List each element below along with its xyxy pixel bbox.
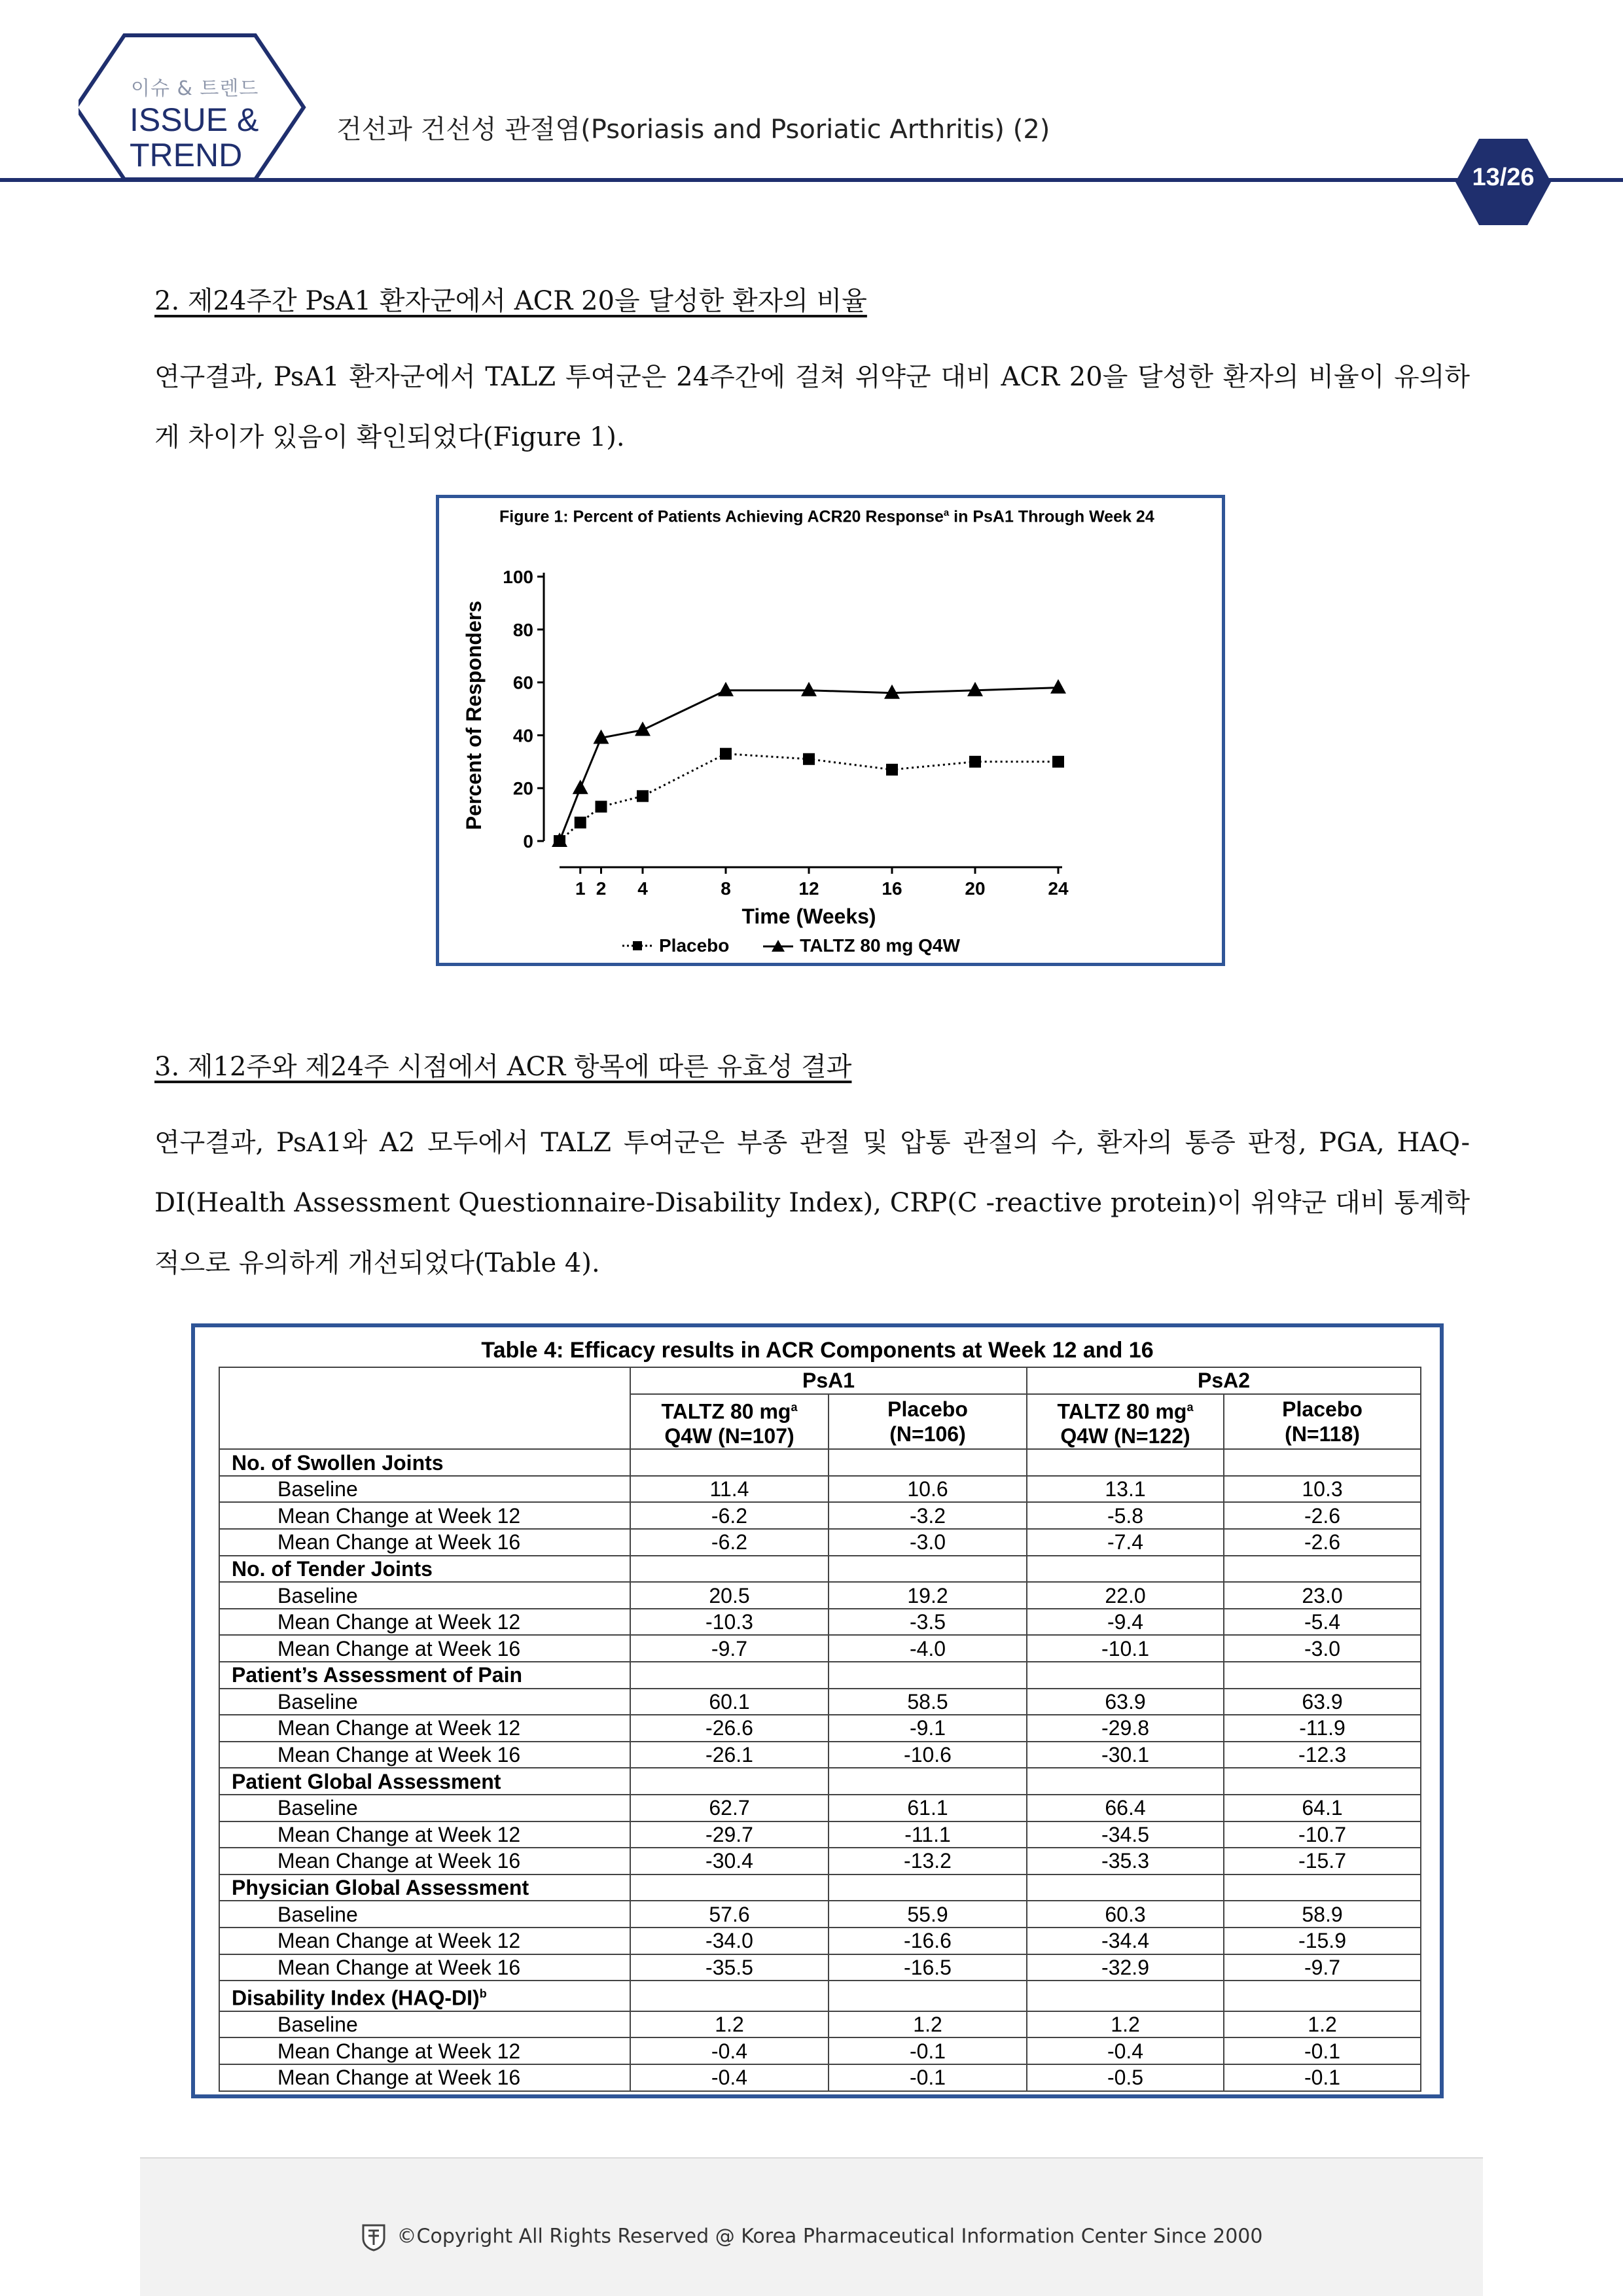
empty-cell — [829, 1768, 1027, 1795]
empty-cell — [1224, 1662, 1421, 1689]
y-tick-label: 100 — [503, 567, 533, 587]
value-cell: -34.0 — [630, 1928, 829, 1954]
row-label: Baseline — [219, 2011, 630, 2038]
badge-subtitle: 이슈 & 트렌드 — [131, 77, 259, 100]
placebo-point — [720, 748, 732, 760]
header-psa1-taltz: TALTZ 80 $mg^a$ Q4W (N=107) — [630, 1394, 829, 1450]
value-cell: -29.7 — [630, 1821, 829, 1848]
value-cell: -10.1 — [1027, 1635, 1224, 1662]
row-label: Mean Change at Week 16 — [219, 1848, 630, 1874]
table-row — [219, 1635, 1421, 1662]
value-cell: -35.3 — [1027, 1848, 1224, 1874]
issue-trend-badge — [79, 31, 314, 183]
taltz-point — [1050, 679, 1066, 694]
empty-cell — [829, 1556, 1027, 1583]
placebo-point — [637, 790, 649, 802]
value-cell: 11.4 — [630, 1476, 829, 1503]
table-row — [219, 1795, 1421, 1821]
value-cell: -9.7 — [630, 1635, 829, 1662]
value-cell: -29.8 — [1027, 1715, 1224, 1742]
row-label: Baseline — [219, 1689, 630, 1715]
value-cell: 13.1 — [1027, 1476, 1224, 1503]
group-label: Physician Global Assessment — [219, 1874, 630, 1901]
section-2-paragraph: 연구결과, PsA1 환자군에서 TALZ 투여군은 24주간에 걸쳐 위약군 대비 ACR 20을 달성한 환자의 비율이 유의하게 차이가 있음이 확인되었다(Figure 1). — [154, 362, 1470, 452]
empty-cell — [1027, 1874, 1224, 1901]
value-cell: -0.4 — [1027, 2037, 1224, 2064]
placebo-point — [969, 756, 981, 768]
row-label: Mean Change at Week 16 — [219, 1742, 630, 1768]
value-cell: 58.9 — [1224, 1901, 1421, 1928]
x-tick-label: 24 — [1048, 878, 1069, 899]
section-2-heading: 2. 제24주간 PsA1 환자군에서 ACR 20을 달성한 환자의 비율 — [154, 286, 867, 316]
value-cell: -10.6 — [829, 1742, 1027, 1768]
table-group-row — [219, 1768, 1421, 1795]
empty-cell — [829, 1662, 1027, 1689]
x-axis-label: Time (Weeks) — [741, 905, 876, 928]
value-cell: 57.6 — [630, 1901, 829, 1928]
empty-cell — [1027, 1768, 1224, 1795]
empty-cell — [829, 1449, 1027, 1476]
empty-cell — [630, 1874, 829, 1901]
value-cell: 10.6 — [829, 1476, 1027, 1503]
header-psa2-taltz: TALTZ 80 $mg^a$ Q4W (N=122) — [1027, 1394, 1224, 1450]
x-tick-label: 8 — [721, 878, 731, 899]
value-cell: -16.6 — [829, 1928, 1027, 1954]
value-cell: -6.2 — [630, 1529, 829, 1556]
header-psa2-placebo: Placebo (N=118) — [1224, 1394, 1421, 1450]
table-row — [219, 1821, 1421, 1848]
value-cell: -16.5 — [829, 1954, 1027, 1981]
value-cell: -10.7 — [1224, 1821, 1421, 1848]
value-cell: -12.3 — [1224, 1742, 1421, 1768]
value-cell: -34.4 — [1027, 1928, 1224, 1954]
empty-cell — [1224, 1874, 1421, 1901]
footer — [140, 2157, 1483, 2296]
value-cell: 55.9 — [829, 1901, 1027, 1928]
figure-title: Figure 1: Percent of Patients Achieving ACR20 Response$^a$ in PsA1 Through Week 24 — [499, 507, 1154, 526]
value-cell: 61.1 — [829, 1795, 1027, 1821]
table-row — [219, 1742, 1421, 1768]
row-label: Mean Change at Week 16 — [219, 1954, 630, 1981]
value-cell: 58.5 — [829, 1689, 1027, 1715]
value-cell: -10.3 — [630, 1609, 829, 1636]
value-cell: -3.5 — [829, 1609, 1027, 1636]
table-row — [219, 1928, 1421, 1954]
legend-taltz — [763, 935, 960, 956]
group-label: Disability Index $(HAQ-DI)^b$ — [219, 1981, 630, 2011]
group-label: No. of Swollen Joints — [219, 1449, 630, 1476]
x-tick-label: 2 — [596, 878, 607, 899]
document-title: 건선과 건선성 관절염(Psoriasis and Psoriatic Arthritis) (2) — [336, 115, 1050, 145]
value-cell: 1.2 — [1027, 2011, 1224, 2038]
header-psa1: PsA1 — [630, 1367, 1027, 1394]
table-group-row — [219, 1981, 1421, 2011]
row-label: Mean Change at Week 12 — [219, 1502, 630, 1529]
legend-placebo — [622, 935, 729, 956]
table-row — [219, 1689, 1421, 1715]
y-tick-label: 60 — [512, 672, 533, 693]
empty-cell — [1224, 1556, 1421, 1583]
empty-cell — [630, 1981, 829, 2011]
taltz-point — [718, 682, 734, 696]
value-cell: -30.1 — [1027, 1742, 1224, 1768]
value-cell: 23.0 — [1224, 1582, 1421, 1609]
row-label: Mean Change at Week 12 — [219, 1715, 630, 1742]
value-cell: 63.9 — [1027, 1689, 1224, 1715]
kpic-shield-logo-icon — [361, 2223, 387, 2251]
x-tick-label: 16 — [882, 878, 902, 899]
y-tick-label: 0 — [523, 831, 533, 852]
value-cell: -0.1 — [1224, 2037, 1421, 2064]
y-tick-label: 80 — [512, 619, 533, 640]
value-cell: 64.1 — [1224, 1795, 1421, 1821]
value-cell: 1.2 — [630, 2011, 829, 2038]
table-row — [219, 2011, 1421, 2038]
value-cell: -0.1 — [829, 2064, 1027, 2091]
badge-trend: TREND — [130, 137, 243, 173]
empty-cell — [829, 1981, 1027, 2011]
section-3-paragraph: 연구결과, PsA1와 A2 모두에서 TALZ 투여군은 부종 관절 및 압통 관절의 수, 환자의 통증 판정, PGA, HAQ-DI(Health Assessment Questionnaire-Disability Index), CRP(C -reactive protein)이 위약군 대비 통계학적으로 유의하게 개선되었다(Table 4). — [154, 1128, 1470, 1278]
value-cell: 1.2 — [1224, 2011, 1421, 2038]
value-cell: 63.9 — [1224, 1689, 1421, 1715]
table-row — [219, 1502, 1421, 1529]
group-label: Patient Global Assessment — [219, 1768, 630, 1795]
value-cell: -2.6 — [1224, 1502, 1421, 1529]
value-cell: -0.5 — [1027, 2064, 1224, 2091]
table-row — [219, 1715, 1421, 1742]
empty-cell — [630, 1662, 829, 1689]
value-cell: -15.7 — [1224, 1848, 1421, 1874]
header-psa1-placebo: Placebo (N=106) — [829, 1394, 1027, 1450]
value-cell: -7.4 — [1027, 1529, 1224, 1556]
empty-cell — [630, 1449, 829, 1476]
row-label: Mean Change at Week 12 — [219, 1821, 630, 1848]
value-cell: -5.8 — [1027, 1502, 1224, 1529]
empty-cell — [630, 1768, 829, 1795]
value-cell: -11.1 — [829, 1821, 1027, 1848]
table-group-row — [219, 1449, 1421, 1476]
table-row — [219, 2037, 1421, 2064]
taltz-point — [801, 682, 817, 696]
table-group-row — [219, 1874, 1421, 1901]
value-cell: -0.1 — [829, 2037, 1027, 2064]
value-cell: -34.5 — [1027, 1821, 1224, 1848]
empty-cell — [829, 1874, 1027, 1901]
placebo-point — [886, 764, 898, 776]
table-row — [219, 1848, 1421, 1874]
value-cell: -0.1 — [1224, 2064, 1421, 2091]
empty-cell — [630, 1556, 829, 1583]
table-group-row — [219, 1556, 1421, 1583]
taltz-point — [573, 780, 588, 794]
value-cell: 19.2 — [829, 1582, 1027, 1609]
value-cell: 62.7 — [630, 1795, 829, 1821]
placebo-point — [575, 817, 586, 829]
efficacy-table — [219, 1367, 1421, 2092]
row-label: Baseline — [219, 1901, 630, 1928]
row-label: Mean Change at Week 12 — [219, 2037, 630, 2064]
value-cell: 60.3 — [1027, 1901, 1224, 1928]
empty-cell — [1224, 1768, 1421, 1795]
footer-copyright: ©Copyright All Rights Reserved @ Korea Pharmaceutical Information Center Since 2000 — [140, 2223, 1483, 2251]
value-cell: -32.9 — [1027, 1954, 1224, 1981]
value-cell: 60.1 — [630, 1689, 829, 1715]
row-label: Baseline — [219, 1582, 630, 1609]
table-row — [219, 1954, 1421, 1981]
value-cell: 22.0 — [1027, 1582, 1224, 1609]
value-cell: -26.6 — [630, 1715, 829, 1742]
row-label: Mean Change at Week 12 — [219, 1609, 630, 1636]
value-cell: -26.1 — [630, 1742, 829, 1768]
legend-square-marker-icon — [622, 939, 652, 952]
value-cell: 10.3 — [1224, 1476, 1421, 1503]
value-cell: -4.0 — [829, 1635, 1027, 1662]
table-row — [219, 1582, 1421, 1609]
table-header-row-studies — [219, 1367, 1421, 1394]
figure-1 — [436, 495, 1225, 966]
table-body — [219, 1449, 1421, 2090]
x-tick-label: 12 — [798, 878, 819, 899]
value-cell: -9.7 — [1224, 1954, 1421, 1981]
group-label: Patient’s Assessment of Pain — [219, 1662, 630, 1689]
value-cell: -9.1 — [829, 1715, 1027, 1742]
y-axis-label: Percent of Responders — [462, 600, 486, 831]
page-number: 13/26 — [1472, 164, 1535, 191]
empty-cell — [1027, 1449, 1224, 1476]
table-row — [219, 1609, 1421, 1636]
value-cell: 1.2 — [829, 2011, 1027, 2038]
row-label: Mean Change at Week 16 — [219, 1529, 630, 1556]
group-label: No. of Tender Joints — [219, 1556, 630, 1583]
value-cell: -13.2 — [829, 1848, 1027, 1874]
taltz-point — [884, 685, 900, 699]
x-tick-label: 4 — [637, 878, 648, 899]
value-cell: -6.2 — [630, 1502, 829, 1529]
table-row — [219, 1476, 1421, 1503]
placebo-point — [596, 800, 607, 812]
value-cell: 20.5 — [630, 1582, 829, 1609]
header-psa2: PsA2 — [1027, 1367, 1421, 1394]
table-row — [219, 2064, 1421, 2091]
row-label: Mean Change at Week 16 — [219, 2064, 630, 2091]
legend-placebo-label: Placebo — [659, 935, 730, 956]
value-cell: -0.4 — [630, 2037, 829, 2064]
x-tick-label: 20 — [965, 878, 986, 899]
badge-issue: ISSUE & — [130, 101, 259, 138]
row-label: Mean Change at Week 12 — [219, 1928, 630, 1954]
value-cell: -0.4 — [630, 2064, 829, 2091]
value-cell: -9.4 — [1027, 1609, 1224, 1636]
table-group-row — [219, 1662, 1421, 1689]
value-cell: -3.0 — [829, 1529, 1027, 1556]
table-4 — [191, 1323, 1444, 2098]
empty-cell — [1224, 1981, 1421, 2011]
legend-triangle-marker-icon — [763, 939, 793, 952]
empty-cell — [1027, 1981, 1224, 2011]
value-cell: -5.4 — [1224, 1609, 1421, 1636]
header-blank — [219, 1367, 630, 1449]
value-cell: -2.6 — [1224, 1529, 1421, 1556]
value-cell: -15.9 — [1224, 1928, 1421, 1954]
empty-cell — [1027, 1556, 1224, 1583]
table-caption: Table 4: Efficacy results in ACR Components at Week 12 and 16 — [481, 1338, 1154, 1363]
series-line-placebo — [560, 754, 1058, 841]
value-cell: -30.4 — [630, 1848, 829, 1874]
x-tick-label: 1 — [575, 878, 586, 899]
row-label: Baseline — [219, 1476, 630, 1503]
taltz-point — [635, 721, 651, 736]
row-label: Baseline — [219, 1795, 630, 1821]
section-3-heading: 3. 제12주와 제24주 시점에서 ACR 항목에 따른 유효성 결과 — [154, 1052, 852, 1082]
table-row — [219, 1529, 1421, 1556]
empty-cell — [1224, 1449, 1421, 1476]
y-tick-label: 40 — [512, 725, 533, 746]
table-row — [219, 1901, 1421, 1928]
chart-legend — [622, 935, 989, 957]
y-tick-label: 20 — [512, 778, 533, 799]
taltz-point — [967, 682, 983, 696]
legend-taltz-label: TALTZ 80 mg Q4W — [800, 935, 960, 956]
value-cell: 66.4 — [1027, 1795, 1224, 1821]
placebo-point — [803, 753, 815, 765]
empty-cell — [1027, 1662, 1224, 1689]
value-cell: -3.2 — [829, 1502, 1027, 1529]
value-cell: -3.0 — [1224, 1635, 1421, 1662]
value-cell: -35.5 — [630, 1954, 829, 1981]
acr20-line-chart — [439, 498, 1222, 963]
value-cell: -11.9 — [1224, 1715, 1421, 1742]
placebo-point — [1052, 756, 1064, 768]
row-label: Mean Change at Week 16 — [219, 1635, 630, 1662]
